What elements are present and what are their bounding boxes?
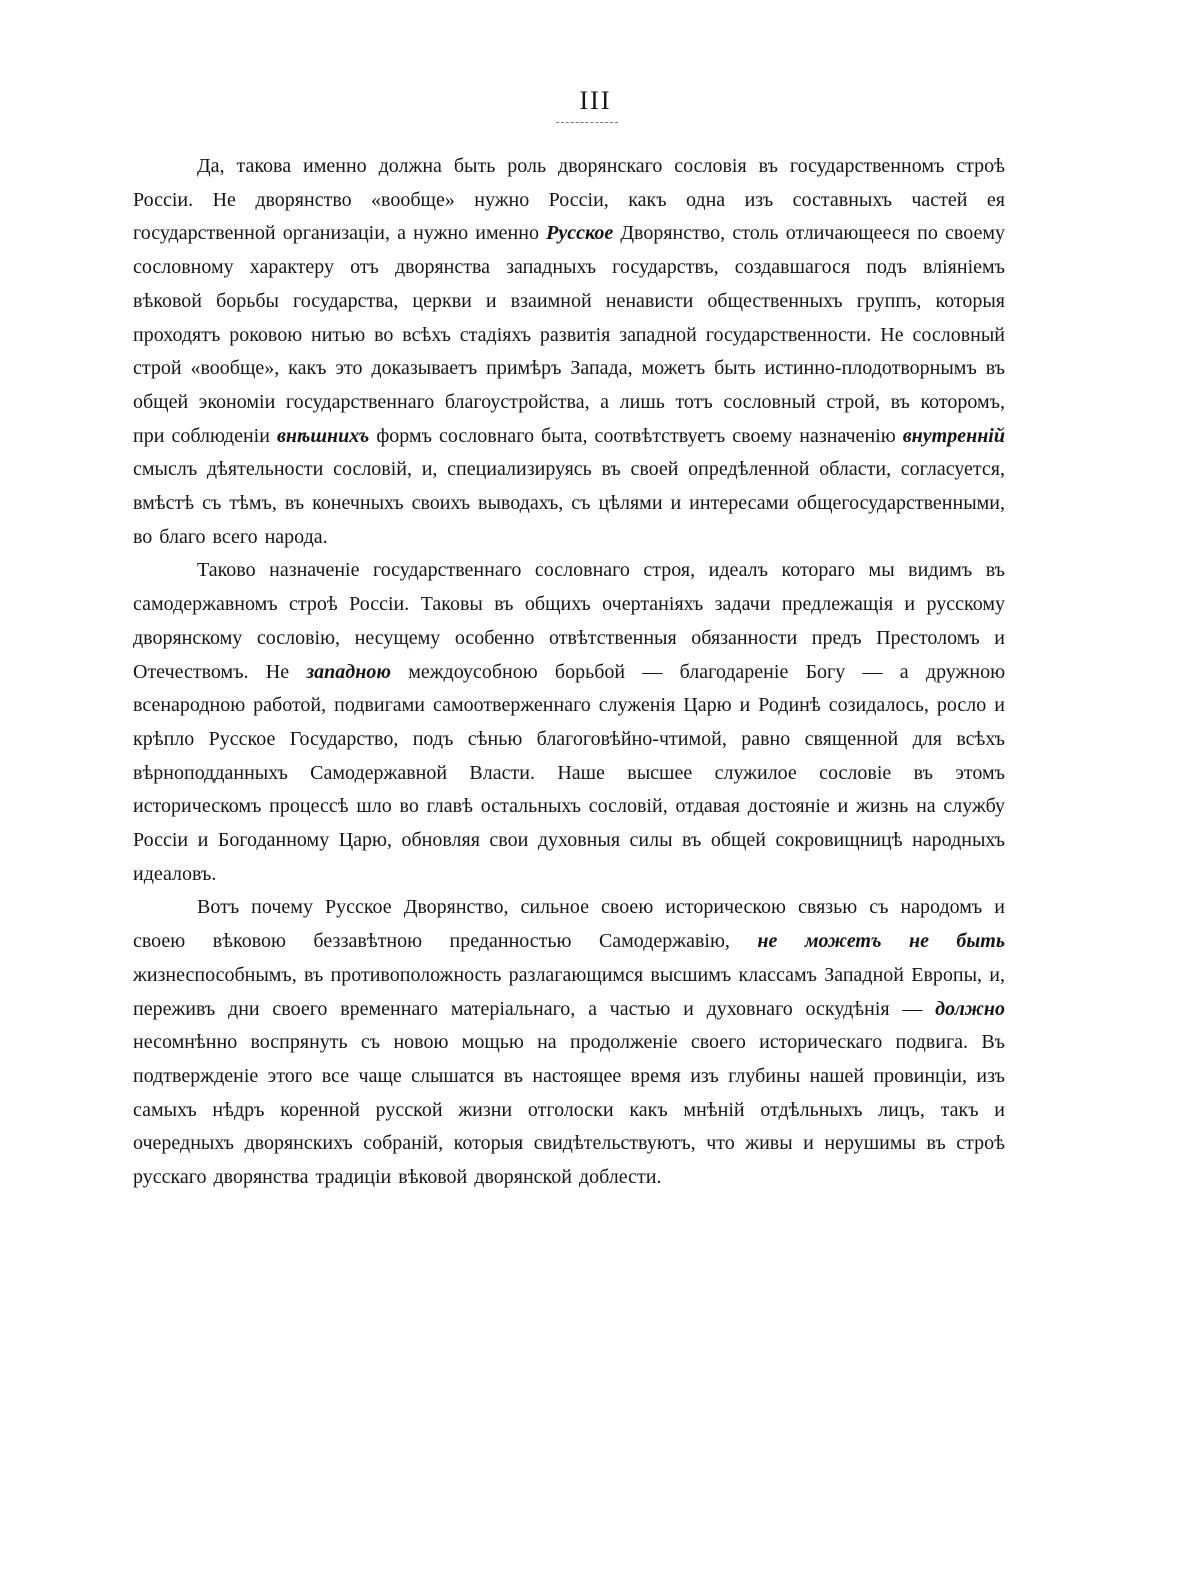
paragraph-text: Да, такова именно должна быть роль дворянскаго сословія въ государственномъ строѣ Россіи. Не дворянство «вообще» нужно Россіи, какъ одна изъ составныхъ частей ея государственной организаціи, а нужно именно: [133, 155, 1005, 245]
paragraph-text: формъ сословнаго быта, соотвѣтствуетъ своему назначенію: [369, 424, 903, 447]
header-rule: [556, 122, 618, 123]
emphasized-text: внутренній: [902, 424, 1005, 447]
emphasized-text: должно: [935, 997, 1005, 1020]
page-number: III: [579, 86, 612, 115]
paragraph-text: жизнеспособнымъ, въ противоположность разлагающимся высшимъ классамъ Западной Европы, и, переживъ дни своего временнаго матеріальнаго, а частью и духовнаго оскудѣнія —: [133, 963, 1005, 1020]
emphasized-text: западною: [306, 660, 391, 683]
body-text: [133, 150, 1005, 1195]
paragraph: [133, 554, 1005, 891]
paragraph: [133, 150, 1005, 554]
paragraph-text: Таково назначеніе государственнаго сословнаго строя, идеалъ котораго мы видимъ въ самодержавномъ строѣ Россіи. Таковы въ общихъ очертаніяхъ задачи предлежащія и русскому дворянскому сословію, несущему особенно отвѣтственныя обязанности предъ Престоломъ и Отечествомъ. Не: [133, 559, 1005, 683]
paragraph-text: Дворянство, столь отличающееся по своему сословному характеру отъ дворянства западныхъ государствъ, создавшагося подъ вліяніемъ вѣковой борьбы государства, церкви и взаимной ненависти общественныхъ группъ, которыя проходятъ роковою нитью во всѣхъ стадіяхъ развитія западной государственности. Не сословный строй «вообще», какъ это доказываетъ примѣръ Запада, можетъ быть истинно-плодотворнымъ въ общей экономіи государственнаго благоустройства, а лишь тотъ сословный строй, въ которомъ, при соблюденіи: [133, 222, 1006, 447]
paragraph-text: смыслъ дѣятельности сословій, и, специализируясь въ своей опредѣленной области, согласуется, вмѣстѣ съ тѣмъ, въ конечныхъ своихъ выводахъ, съ цѣлями и интересами общегосударственными, во благо всего народа.: [133, 458, 1005, 548]
emphasized-text: внѣшнихъ: [276, 424, 370, 447]
paragraph: [133, 891, 1005, 1194]
emphasized-text: не можетъ не быть: [757, 930, 1005, 953]
paragraph-text: Вотъ почему Русское Дворянство, сильное своею историческою связью съ народомъ и своею вѣковою беззавѣтною преданностью Самодержавію,: [133, 896, 1005, 953]
emphasized-text: Русское: [546, 222, 614, 245]
paragraph-text: несомнѣнно воспрянуть съ новою мощью на продолженіе своего историческаго подвига. Въ подтвержденіе этого все чаще слышатся въ настоящее время изъ глубины нашей провинціи, изъ самыхъ нѣдръ коренной русской жизни отголоски какъ мнѣній отдѣльныхъ лицъ, такъ и очередныхъ дворянскихъ собраній, которыя свидѣтельствуютъ, что живы и нерушимы въ строѣ русскаго дворянства традиціи вѣковой дворянской доблести.: [133, 1031, 1005, 1189]
paragraph-text: междоусобною борьбой — благодареніе Богу — а дружною всенародною работой, подвигами самоотверженнаго служенія Царю и Родинѣ созидалось, росло и крѣпло Русское Государство, подъ сѣнью благоговѣйно-чтимой, равно священной для всѣхъ вѣрноподданныхъ Самодержавной Власти. Наше высшее служилое сословіе въ этомъ историческомъ процессѣ шло во главѣ остальныхъ сословій, отдавая достояніе и жизнь на службу Россіи и Богоданному Царю, обновляя свои духовныя силы въ общей сокровищницѣ народныхъ идеаловъ.: [133, 660, 1006, 885]
